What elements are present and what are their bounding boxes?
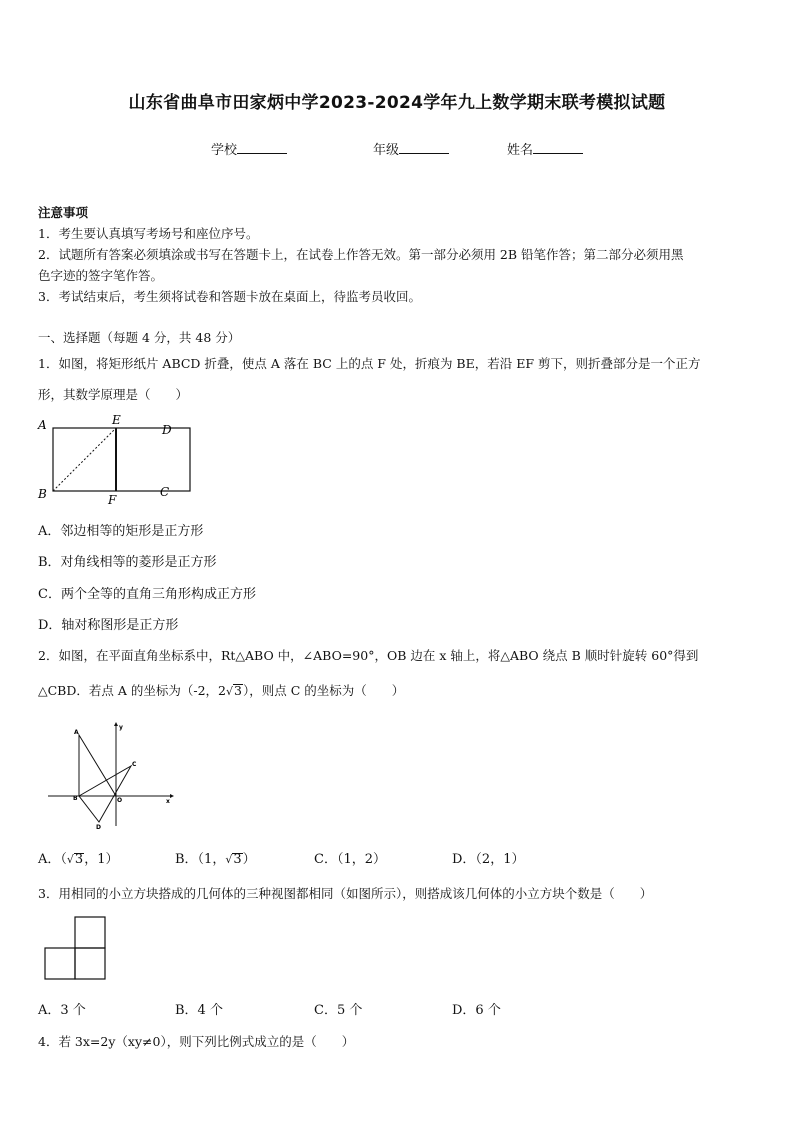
- q2-option-b-sqrt: √: [225, 853, 233, 866]
- q2-option-a-radicand: 3: [74, 852, 84, 867]
- q2-x-axis-arrow: [170, 794, 174, 798]
- q3-option-d[interactable]: D．6 个: [452, 1003, 501, 1018]
- q1-figure: [30, 410, 190, 510]
- q2-stem-cont: [38, 681, 404, 699]
- q3-option-b[interactable]: B．4 个: [175, 1003, 223, 1018]
- q3-bottom-left-cube: [45, 948, 75, 979]
- q1-label-A: A: [38, 418, 47, 432]
- q4-stem: 4．若 3x=2y（xy≠0），则下列比例式成立的是（ ）: [38, 1034, 355, 1049]
- school-label: 学校: [211, 143, 238, 158]
- q2-figure: [45, 722, 175, 832]
- q3-stem: 3．用相同的小立方块搭成的几何体的三种视图都相同（如图所示），则搭成该几何体的小立方块个数是（ ）: [38, 886, 653, 901]
- grade-blank[interactable]: [399, 139, 449, 154]
- q3-bottom-right-cube: [75, 948, 105, 979]
- grade-field: [373, 139, 449, 158]
- q2-option-a-post: ，1）: [84, 852, 119, 867]
- q2-stem-cont-post: ），则点 C 的坐标为（ ）: [242, 683, 405, 698]
- q2-label-x: x: [166, 798, 170, 805]
- q1-label-F: F: [108, 493, 117, 507]
- q2-label-D: D: [96, 824, 101, 831]
- q2-option-b-post: ）: [242, 852, 256, 867]
- q2-option-b[interactable]: [175, 848, 256, 867]
- q2-y-axis-arrow: [114, 722, 118, 726]
- q2-stem: 2．如图，在平面直角坐标系中，Rt△ABO 中，∠ABO=90°，OB 边在 x 轴上，将△ABO 绕点 B 顺时针旋转 60°得到: [38, 648, 699, 663]
- q3-option-a[interactable]: A．3 个: [38, 1003, 86, 1018]
- q3-top-cube: [75, 917, 105, 948]
- note-item-3: 3．考试结束后，考生须将试卷和答题卡放在桌面上，待监考员收回。: [38, 289, 421, 304]
- grade-label: 年级: [373, 143, 400, 158]
- name-label: 姓名: [507, 143, 534, 158]
- q1-stem-cont: 形，其数学原理是（ ）: [38, 387, 189, 402]
- q1-option-d[interactable]: D．轴对称图形是正方形: [38, 618, 179, 633]
- name-field: [507, 139, 583, 158]
- notes-heading: 注意事项: [38, 205, 89, 220]
- q1-rectangle: [53, 428, 190, 491]
- q2-option-d[interactable]: D．（2，1）: [452, 852, 525, 867]
- name-blank[interactable]: [533, 139, 583, 154]
- q2-option-a-pre: A．（: [38, 852, 67, 867]
- note-item-2: 2．试题所有答案必须填涂或书写在答题卡上，在试卷上作答无效。第一部分必须用 2B 铅笔作答；第二部分必须用黑: [38, 247, 684, 262]
- q2-option-b-radicand: 3: [233, 852, 242, 867]
- q2-label-C: C: [132, 761, 137, 768]
- q2-label-y: y: [119, 724, 123, 731]
- q1-option-a[interactable]: A．邻边相等的矩形是正方形: [38, 524, 204, 539]
- q2-triangle-abo: [79, 735, 116, 796]
- q1-label-D: D: [162, 423, 172, 437]
- q2-triangle-cbd: [79, 766, 131, 822]
- q1-fold-line: [53, 428, 116, 491]
- q2-option-a-sqrt: √: [66, 853, 74, 866]
- q2-option-b-pre: B．（1，: [175, 852, 226, 867]
- q1-option-b[interactable]: B．对角线相等的菱形是正方形: [38, 555, 217, 570]
- page-title: 山东省曲阜市田家炳中学2023-2024学年九上数学期末联考模拟试题: [128, 93, 666, 113]
- q3-option-c[interactable]: C．5 个: [314, 1003, 363, 1018]
- q2-sqrt-sign: √: [226, 685, 234, 698]
- q1-option-c[interactable]: C．两个全等的直角三角形构成正方形: [38, 587, 256, 602]
- q1-label-B: B: [38, 487, 47, 501]
- q3-figure: [43, 915, 109, 985]
- q2-label-A: A: [74, 729, 79, 736]
- q1-label-C: C: [160, 485, 170, 499]
- q1-stem: 1．如图，将矩形纸片 ABCD 折叠，使点 A 落在 BC 上的点 F 处，折痕为 BE，若沿 EF 剪下，则折叠部分是一个正方: [38, 356, 701, 371]
- school-blank[interactable]: [237, 139, 287, 154]
- q2-option-a[interactable]: [38, 848, 118, 867]
- section-heading: 一、选择题（每题 4 分，共 48 分）: [38, 330, 241, 345]
- note-item-1: 1．考生要认真填写考场号和座位序号。: [38, 226, 259, 241]
- q2-sqrt-radicand: 3: [234, 683, 242, 698]
- school-field: [211, 139, 287, 158]
- q1-label-E: E: [112, 413, 121, 427]
- q2-label-O: O: [117, 797, 123, 804]
- q2-option-c[interactable]: C．（1，2）: [314, 852, 386, 867]
- q2-stem-cont-pre: △CBD．若点 A 的坐标为（-2，2: [38, 683, 226, 698]
- note-item-2-cont: 色字迹的签字笔作答。: [38, 268, 164, 283]
- q2-label-B: B: [73, 795, 78, 802]
